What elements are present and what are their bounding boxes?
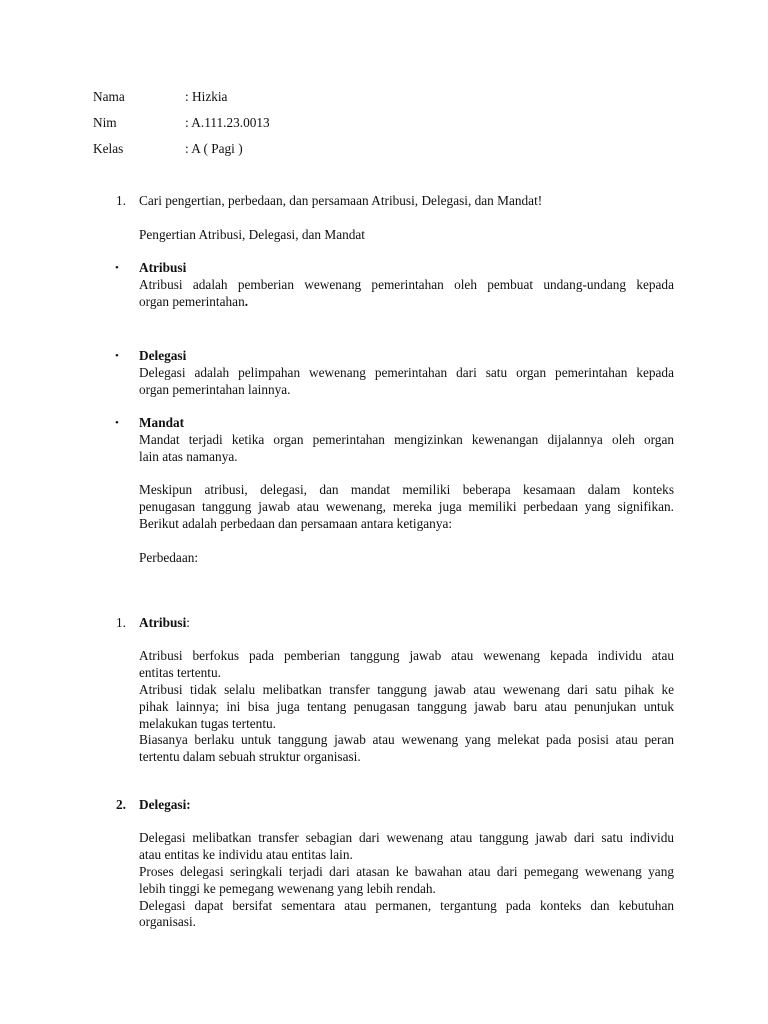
section-title: Atribusi:: [139, 615, 190, 630]
paragraph-line: Berikut adalah perbedaan dan persamaan antara ketiganya:: [139, 516, 453, 531]
section-line: melakukan tugas tertentu.: [139, 716, 276, 731]
section-line: Atribusi berfokus pada pemberian tanggung jawab atau wewenang kepada individu atau: [139, 648, 674, 663]
name-value: : Hizkia: [185, 89, 228, 104]
term-atribusi: Atribusi: [139, 260, 187, 275]
section-line: lebih tinggi ke pemegang wewenang yang lebih rendah.: [139, 881, 436, 896]
paragraph-line: Meskipun atribusi, delegasi, dan mandat memiliki beberapa kesamaan dalam konteks: [139, 482, 674, 497]
definition-line: organ pemerintahan.: [139, 294, 249, 309]
section-line: entitas tertentu.: [139, 665, 221, 680]
definition-line: organ pemerintahan lainnya.: [139, 382, 291, 397]
name-label: Nama: [93, 89, 125, 104]
definition-line: Mandat terjadi ketika organ pemerintahan mengizinkan kewenangan dijalannya oleh organ: [139, 432, 674, 447]
question-number: 1.: [116, 193, 126, 208]
section-line: Delegasi dapat bersifat sementara atau permanen, tergantung pada konteks dan kebutuhan: [139, 898, 674, 913]
term-delegasi: Delegasi: [139, 348, 187, 363]
section-line: pihak lainnya; ini bisa juga tentang penugasan tanggung jawab baru atau penunjukan untuk: [139, 699, 674, 714]
nim-label: Nim: [93, 115, 117, 130]
paragraph-line: penugasan tanggung jawab atau wewenang, mereka juga memiliki perbedaan yang signifikan.: [139, 499, 674, 514]
section-number: 1.: [116, 615, 126, 630]
definitions-heading: Pengertian Atribusi, Delegasi, dan Mandat: [139, 227, 365, 242]
section-line: tertentu dalam sebuah struktur organisasi.: [139, 749, 361, 764]
question-text: Cari pengertian, perbedaan, dan persamaan Atribusi, Delegasi, dan Mandat!: [139, 193, 543, 208]
section-line: Delegasi melibatkan transfer sebagian dari wewenang atau tanggung jawab dari satu individu: [139, 830, 674, 845]
section-line: atau entitas ke individu atau entitas lain.: [139, 847, 353, 862]
section-line: Biasanya berlaku untuk tanggung jawab atau wewenang yang melekat pada posisi atau peran: [139, 732, 674, 747]
nim-value: : A.111.23.0013: [185, 115, 270, 130]
section-line: Atribusi tidak selalu melibatkan transfer tanggung jawab atau wewenang dari satu pihak ke: [139, 682, 674, 697]
differences-label: Perbedaan:: [139, 550, 199, 565]
section-number: 2.: [116, 797, 126, 812]
bullet-icon: •: [115, 262, 119, 274]
term-mandat: Mandat: [139, 415, 185, 430]
class-label: Kelas: [93, 141, 124, 156]
bullet-icon: •: [115, 350, 119, 362]
definition-line: lain atas namanya.: [139, 449, 238, 464]
section-title: Delegasi:: [139, 797, 191, 812]
section-line: Proses delegasi seringkali terjadi dari atasan ke bawahan atau dari pemegang wewenang yang: [139, 864, 674, 879]
bullet-icon: •: [115, 417, 119, 429]
section-line: organisasi.: [139, 914, 196, 929]
definition-line: Atribusi adalah pemberian wewenang pemerintahan oleh pembuat undang-undang kepada: [139, 277, 674, 292]
definition-line: Delegasi adalah pelimpahan wewenang pemerintahan dari satu organ pemerintahan kepada: [139, 365, 674, 380]
class-value: : A ( Pagi ): [185, 141, 243, 156]
